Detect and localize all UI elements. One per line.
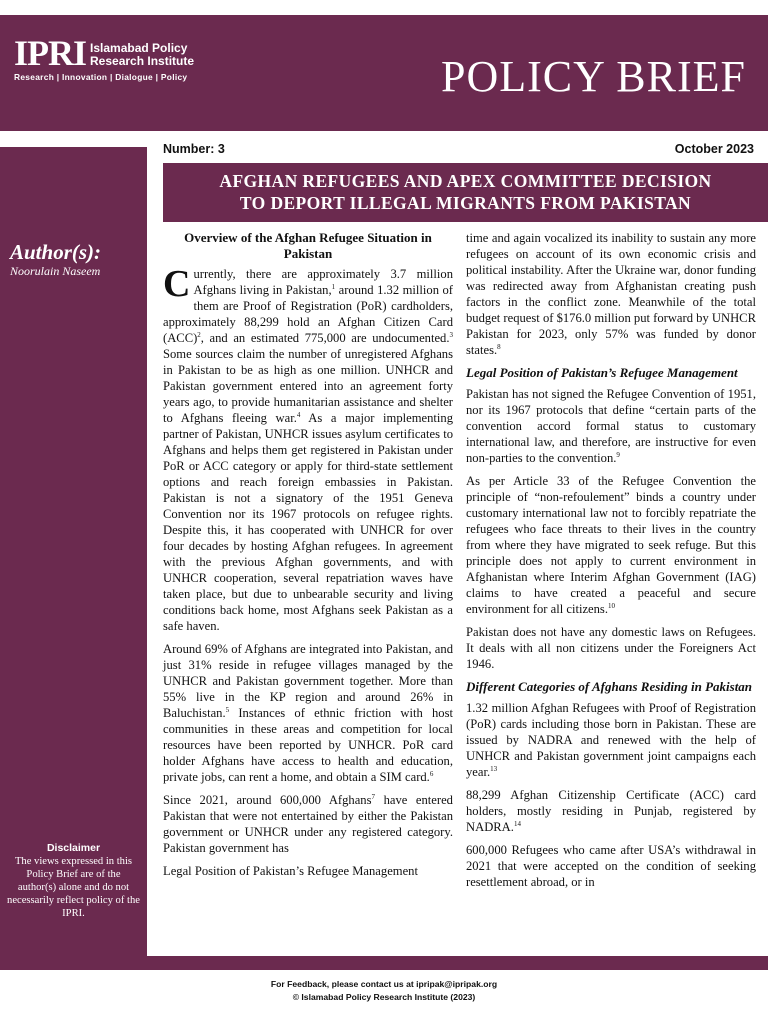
footnote-ref[interactable]: 10 (607, 601, 615, 610)
section-heading-legal-position: Legal Position of Pakistan’s Refugee Management (466, 365, 738, 380)
footer (0, 978, 768, 1004)
author-label: Author(s): (10, 240, 102, 264)
paragraph: 600,000 Refugees who came after USA’s withdrawal in 2021 that were accepted on the condition of seeking resettlement abroad, or in (466, 843, 756, 889)
footnote-ref[interactable]: 5 (225, 705, 230, 714)
title-line-2: TO DEPORT ILLEGAL MIGRANTS FROM PAKISTAN (239, 193, 692, 213)
document-title (163, 163, 768, 222)
paragraph: Since 2021, around 600,000 Afghans$^7$ have entered Pakistan that were not entertained by either the Pakistan government or UNHCR under any registered category. Pakistan government has (163, 792, 453, 855)
logo-tagline: Research | Innovation | Dialogue | Policy (14, 72, 188, 82)
footnote-ref[interactable]: 14 (513, 819, 521, 828)
paragraph: As per Article 33 of the Refugee Convention the principle of “non-refoulement” binds a country under customary international law not to forcibly repatriate the refugees who face threats to their lives in the country from where they have migrated to seek refuge. But this principle does not apply to current environment in Afghanistan where Interim Afghan Government (IAG) claims to have created a peaceful and secure environment for all citizens.$^{10}$ (466, 474, 756, 616)
disclaimer (6, 842, 141, 920)
footnote-ref[interactable]: 9 (616, 450, 620, 459)
footnote-ref[interactable]: 13 (490, 764, 498, 773)
paragraph: Legal Position of Pakistan’s Refugee Management (163, 864, 418, 878)
logo-institute-name: Islamabad Policy Research Institute (90, 41, 195, 68)
paragraph: Currently, there are approximately 3.7 million Afghans living in Pakistan,$^1$ around 1.32 million of them are Proof of Registration (PoR) cardholders, approximately 88,299 hold an Afghan Citizen Card (ACC)$^2$, and an estimated 775,000 are undocumented.$^3$ Some sources claim the number of unregistered Afghans in Pakistan to be as high as one million. UNHCR and Pakistan government entered into an agreement forty years ago, to provide humanitarian assistance and shelter to Afghans fleeing war.$^4$ As a major implementing partner of Pakistan, UNHCR issues asylum certificates to Afghans and helps them get registered in Pakistan under PoR or ACC category or apply for third-state settlement options and reach foreign embassies in Pakistan. Pakistan is not a signatory of the 1951 Geneva Convention nor its 1967 protocols on refugee rights. Despite this, it has cooperated with UNHCR for over four decades by hosting Afghan refugees. In agreement with the previous Afghan governments, and with UNHCR cooperation, several repatriation waves have taken place, but due to unbearable security and living conditions back home, most Afghans seek Pakistan as a safe haven. (163, 263, 453, 633)
right-column (466, 230, 756, 897)
bottom-bar (0, 956, 768, 970)
footnote-ref[interactable]: 4 (296, 410, 301, 419)
drop-cap: C (163, 263, 191, 305)
author-name: Noorulain Naseem (10, 264, 101, 278)
paragraph: Around 69% of Afghans are integrated into Pakistan, and just 31% reside in refugee villages managed by the UNHCR and Pakistan government together. More than 55% live in the KP region and around 26% in Baluchistan.$^5$ Instances of ethnic friction with host communities in these areas and competition for local resources have been reported by UNHCR. PoR card holder Afghans have access to health and education, private jobs, can rent a home, and obtain a SIM card.$^6$ (163, 642, 453, 784)
footnote-ref[interactable]: 7 (371, 792, 375, 801)
disclaimer-title: Disclaimer (46, 842, 101, 854)
logo-abbreviation: IPRI (14, 33, 87, 73)
paragraph: 1.32 million Afghan Refugees with Proof of Registration (PoR) cards including those born in Pakistan. These are issued by NADRA and renewed with the help of UNHCR and Pakistan government joint campaigns each year.$^{13}$ (466, 701, 756, 779)
section-heading-overview: Overview of the Afghan Refugee Situation in Pakistan (184, 230, 432, 261)
paragraph: Pakistan has not signed the Refugee Convention of 1951, nor its 1967 protocols that define “certain parts of the convention accord formal status to customary international law, and therefore, are instructive for even non-parties to the convention.$^9$ (466, 387, 756, 465)
footnote-ref[interactable]: 1 (331, 282, 336, 291)
section-heading-categories: Different Categories of Afghans Residing in Pakistan (466, 679, 753, 694)
brief-date: October 2023 (674, 142, 754, 156)
disclaimer-text: The views expressed in this Policy Brief are of the author(s) alone and do not necessarily reflect policy of the IPRI. (7, 856, 140, 919)
left-column (163, 230, 453, 886)
sidebar (0, 147, 147, 956)
ipri-logo[interactable] (14, 33, 195, 82)
copyright: © Islamabad Policy Research Institute (2023) (292, 992, 476, 1002)
paragraph: 88,299 Afghan Citizenship Certificate (ACC) card holders, mostly residing in Punjab, registered by NADRA.$^{14}$ (466, 788, 756, 834)
footnote-ref[interactable]: 8 (497, 342, 501, 351)
footnote-ref[interactable]: 3 (449, 330, 453, 339)
footnote-ref[interactable]: 2 (197, 330, 201, 339)
paragraph: time and again vocalized its inability to sustain any more refugees on account of its own economic crisis and political instability. After the Ukraine war, donor funding was redirected away from Afghanistan creating push factors in the conflict zone. Meanwhile of the total budget request of $176.0 million put forward by UNHCR Pakistan for 2023, only 57% was funded by donor states.$^8$ (466, 231, 756, 357)
brief-number: Number: 3 (163, 142, 225, 156)
policy-brief-title: POLICY BRIEF (441, 52, 746, 101)
footnote-ref[interactable]: 6 (429, 769, 434, 778)
title-line-1: AFGHAN REFUGEES AND APEX COMMITTEE DECISION (219, 171, 712, 191)
header-banner (0, 15, 768, 131)
paragraph: Pakistan does not have any domestic laws on Refugees. It deals with all non citizens under the Foreigners Act 1946. (466, 625, 756, 671)
feedback-contact[interactable]: For Feedback, please contact us at ipripak@ipripak.org (270, 979, 498, 989)
